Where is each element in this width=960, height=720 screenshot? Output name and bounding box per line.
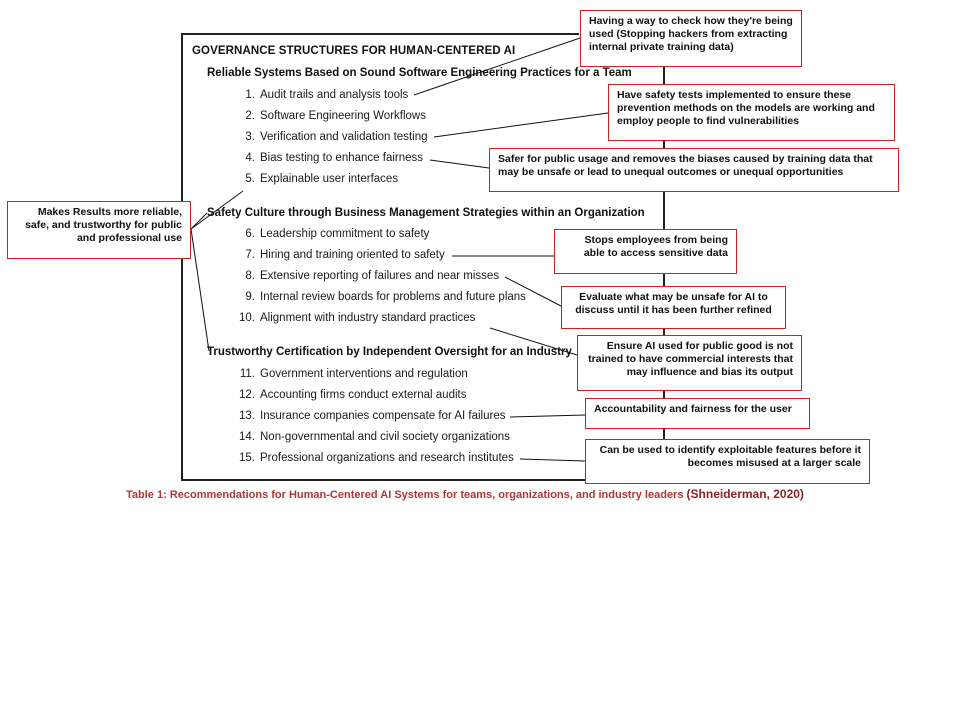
callout-exploitable: Can be used to identify exploitable features before it becomes misused at a larger scale	[585, 439, 870, 484]
callout-sensitive-data: Stops employees from being able to access sensitive data	[554, 229, 737, 274]
callout-public-good: Ensure AI used for public good is not trained to have commercial interests that may influence and bias its output	[577, 335, 802, 391]
connector-line-trustworthy	[191, 229, 209, 351]
callout-bias-removal: Safer for public usage and removes the biases caused by training data that may be unsafe or lead to unequal outcomes or unequal opportunities	[489, 148, 899, 192]
list-item: 3. Verification and validation testing	[245, 131, 428, 143]
connector-line-professional	[520, 459, 585, 461]
section-heading-reliable-systems: Reliable Systems Based on Sound Software Engineering Practices for a Team	[207, 67, 632, 79]
list-item: 13. Insurance companies compensate for AI failures	[239, 410, 506, 422]
connector-line-bias	[430, 160, 489, 168]
connector-line-insurance	[510, 415, 585, 417]
callout-accountability: Accountability and fairness for the user	[585, 398, 810, 429]
list-item: 12. Accounting firms conduct external audits	[239, 389, 467, 401]
callout-evaluate-unsafe: Evaluate what may be unsafe for AI to discuss until it has been further refined	[561, 286, 786, 329]
list-item: 1. Audit trails and analysis tools	[245, 89, 409, 101]
list-item: 4. Bias testing to enhance fairness	[245, 152, 424, 164]
connector-line-verification	[434, 113, 608, 137]
connector-line-explainable	[191, 191, 243, 229]
callout-safety-tests: Have safety tests implemented to ensure these prevention methods on the models are working and employ people to find vulnerabilities	[608, 84, 895, 141]
caption-text: Table 1: Recommendations for Human-Centered AI Systems for teams, organizations, and industry leaders	[126, 489, 684, 501]
table-title: GOVERNANCE STRUCTURES FOR HUMAN-CENTERED AI	[192, 45, 516, 57]
list-item: 14. Non-governmental and civil society organizations	[239, 431, 510, 443]
connector-line-reporting	[505, 277, 561, 306]
section-heading-safety-culture: Safety Culture through Business Management Strategies within an Organization	[207, 207, 645, 219]
list-item: 11. Government interventions and regulation	[239, 368, 468, 380]
connector-line-safety-culture	[191, 213, 207, 229]
list-item: 15. Professional organizations and research institutes	[239, 452, 514, 464]
list-item: 6. Leadership commitment to safety	[245, 228, 430, 240]
list-item: 2. Software Engineering Workflows	[245, 110, 426, 122]
list-item: 5. Explainable user interfaces	[245, 173, 399, 185]
list-item: 9. Internal review boards for problems and future plans	[245, 291, 526, 303]
callout-checking-usage: Having a way to check how they're being used (Stopping hackers from extracting internal private training data)	[580, 10, 802, 67]
list-item: 8. Extensive reporting of failures and near misses	[245, 270, 500, 282]
list-item: 7. Hiring and training oriented to safety	[245, 249, 445, 261]
connector-line-alignment	[490, 328, 577, 355]
connector-line-audit	[414, 38, 580, 95]
callout-reliable-results: Makes Results more reliable, safe, and trustworthy for public and professional use	[7, 201, 191, 259]
list-item: 10. Alignment with industry standard practices	[239, 312, 476, 324]
section-heading-trustworthy-certification: Trustworthy Certification by Independent Oversight for an Industry	[207, 346, 572, 358]
caption-citation: (Shneiderman, 2020)	[686, 487, 804, 501]
